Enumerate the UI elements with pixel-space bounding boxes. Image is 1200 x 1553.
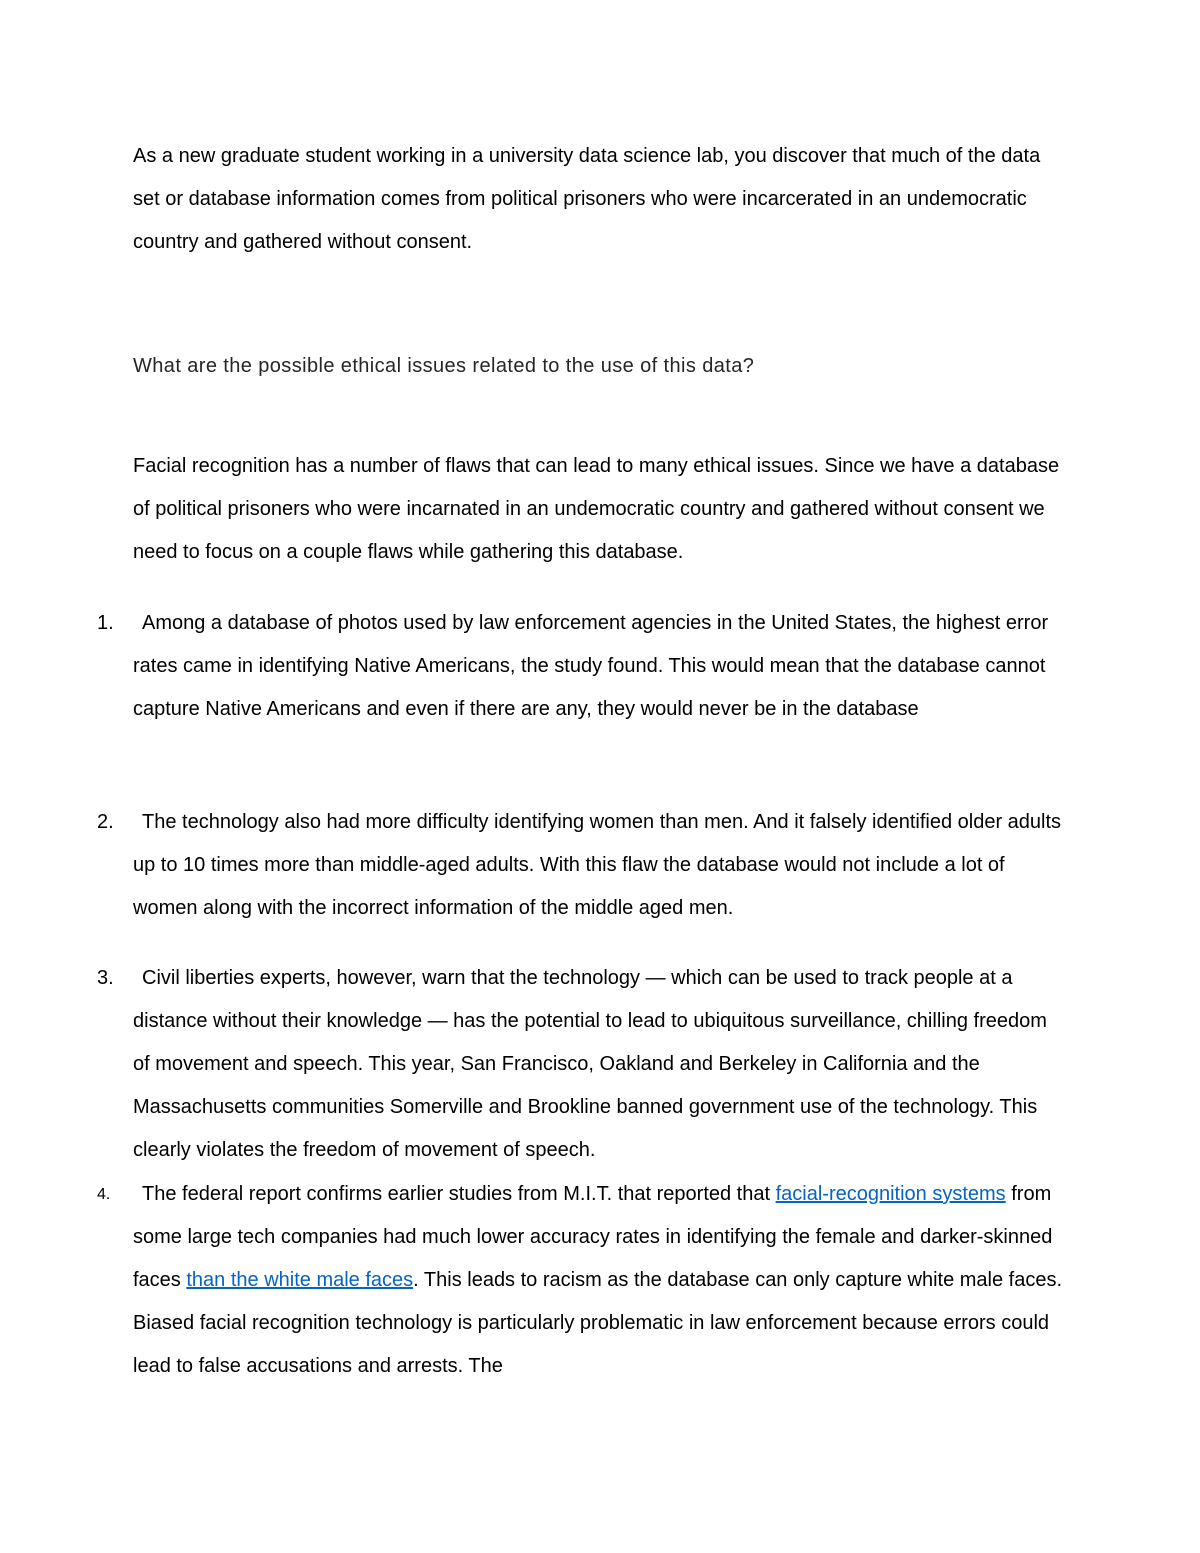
list-item-4-text-b: from some large tech companies had much lower accuracy rates in identifying the female and darker-skinned faces xyxy=(133,1183,1053,1291)
list-item-3-text: Civil liberties experts, however, warn that the technology — which can be used to track people at a distance without their knowledge — has the potential to lead to ubiquitous surveillance, chilling freedom of movement and speech. This year, San Francisco, Oakland and Berkeley in California and the Massachusetts communities Somerville and Brookline banned government use of the technology. This clearly violates the freedom of movement of speech. xyxy=(133,967,1047,1161)
white-male-faces-link[interactable]: than the white male faces xyxy=(186,1269,414,1291)
answer-intro-paragraph: Facial recognition has a number of flaws that can lead to many ethical issues. Since we have a database of political prisoners who were incarnated in an undemocratic country and gathered without consent we need to focus on a couple flaws while gathering this database. xyxy=(133,455,1060,563)
list-item-4 xyxy=(97,1173,1068,1388)
list-item-1 xyxy=(97,602,1068,731)
facial-recognition-systems-link[interactable]: facial-recognition systems xyxy=(775,1183,1006,1205)
list-number-2: 2. xyxy=(97,811,114,833)
list-number-4: 4. xyxy=(97,1186,111,1203)
list-item-1-text: Among a database of photos used by law enforcement agencies in the United States, the highest error rates came in identifying Native Americans, the study found. This would mean that the database cannot capture Native Americans and even if there are any, they would never be in the database xyxy=(133,612,1049,720)
list-item-4-text-a: The federal report confirms earlier studies from M.I.T. that reported that xyxy=(142,1183,776,1205)
list-item-3 xyxy=(97,957,1068,1172)
list-item-2 xyxy=(97,801,1068,930)
list-number-3: 3. xyxy=(97,967,114,989)
question-heading: What are the possible ethical issues related to the use of this data? xyxy=(133,355,755,377)
list-number-1: 1. xyxy=(97,612,114,634)
list-item-2-text: The technology also had more difficulty identifying women than men. And it falsely identified older adults up to 10 times more than middle-aged adults. With this flaw the database would not include a lot of women along with the incorrect information of the middle aged men. xyxy=(133,811,1062,919)
list-item-4-text-c: . This leads to racism as the database can only capture white male faces. Biased facial recognition technology is particularly problematic in law enforcement because errors could lead to false accusations and arrests. The xyxy=(133,1269,1063,1377)
intro-paragraph: As a new graduate student working in a university data science lab, you discover that much of the data set or database information comes from political prisoners who were incarcerated in an undemocratic country and gathered without consent. xyxy=(133,145,1041,253)
